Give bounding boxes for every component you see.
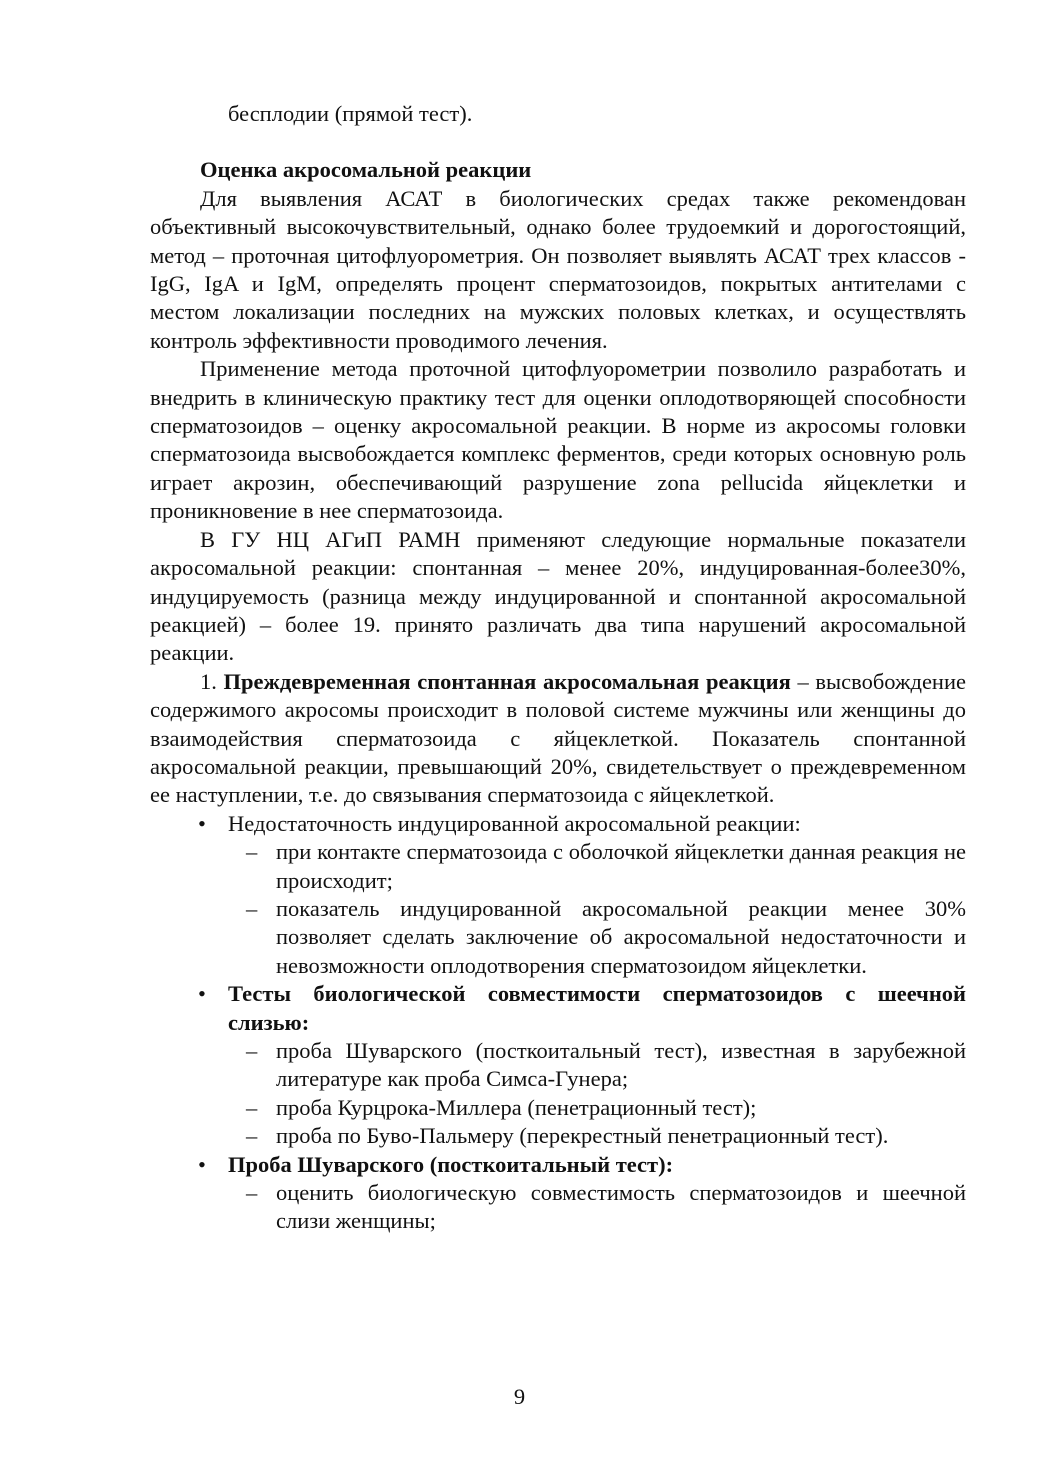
paragraph-premature-reaction — [150, 668, 966, 810]
section-heading: Оценка акросомальной реакции — [200, 157, 532, 183]
page-number: 9 — [513, 1384, 526, 1409]
dash-glyph: – — [246, 1094, 258, 1120]
dash-item-text: показатель индуцированной акросомальной реакции менее 30% позволяет сделать заключение об акросомальной недостаточности и невозможности оплодотворения сперматозоидом яйцеклетки. — [276, 895, 966, 978]
dash-item-text: проба Шуварского (посткоитальный тест), известная в зарубежной литературе как проба Симса-Гунера; — [276, 1038, 966, 1092]
bullet-list — [150, 810, 966, 1236]
dash-item — [228, 838, 966, 895]
dash-list — [228, 838, 966, 980]
dash-glyph: – — [246, 1180, 258, 1206]
dash-item — [228, 1094, 966, 1122]
bullet-glyph: • — [198, 981, 206, 1007]
dash-item-text: проба Курцрока-Миллера (пенетрационный тест); — [276, 1094, 757, 1120]
paragraph-norms: В ГУ НЦ АГиП РАМН применяют следующие нормальные показатели акросомальной реакции: спонтанная – менее 20%, индуцированная-более30%, индуцируемость (разница между индуцированной и спонтанной акросомальной реакцией) – более 19. принято различать два типа нарушений акросомальной реакции. — [150, 526, 966, 666]
continuation-text: бесплодии (прямой тест). — [228, 101, 473, 126]
dash-item-text: проба по Буво-Пальмеру (перекрестный пенетрационный тест). — [276, 1123, 889, 1149]
dash-list — [228, 1179, 966, 1236]
bullet-item — [150, 1151, 966, 1236]
list-number: 1. — [200, 668, 217, 694]
dash-item — [228, 895, 966, 980]
bullet-title: Проба Шуварского (посткоитальный тест): — [228, 1151, 674, 1177]
page-content — [150, 100, 966, 1236]
dash-list — [228, 1037, 966, 1151]
bullet-item — [150, 980, 966, 1150]
dash-item-text: при контакте сперматозоида с оболочкой яйцеклетки данная реакция не происходит; — [276, 839, 966, 893]
dash-item — [228, 1037, 966, 1094]
dash-item — [228, 1122, 966, 1150]
dash-glyph: – — [246, 1123, 258, 1149]
bullet-glyph: • — [198, 810, 206, 836]
paragraph-application: Применение метода проточной цитофлуорометрии позволило разработать и внедрить в клиническую практику тест для оценки оплодотворяющей способности сперматозоидов – оценку акросомальной реакции. В норме из акросомы головки сперматозоида высвобождается комплекс ферментов, среди которых основную роль играет акрозин, обеспечивающий разрушение zona pellucida яйцеклетки и проникновение в нее сперматозоида. — [150, 356, 966, 524]
premature-reaction-description: – высвобождение содержимого акросомы происходит в половой системе мужчины или женщины до взаимодействия сперматозоида с яйцеклеткой. Показатель спонтанной акросомальной реакции, превышающий 20%, свидетельствует о преждевременном ее наступлении, т.е. до связывания сперматозоида с яйцеклеткой. — [150, 668, 967, 808]
dash-item-text: оценить биологическую совместимость сперматозоидов и шеечной слизи женщины; — [276, 1180, 966, 1234]
dash-glyph: – — [246, 1038, 258, 1063]
bullet-title: Недостаточность индуцированной акросомальной реакции: — [228, 810, 801, 836]
dash-glyph: – — [246, 895, 258, 921]
premature-reaction-term: Преждевременная спонтанная акросомальная реакция — [223, 668, 791, 694]
bullet-item — [150, 810, 966, 980]
dash-item — [228, 1179, 966, 1236]
paragraph-cytometry: Для выявления АСАТ в биологических средах также рекомендован объективный высокочувствительный, однако более трудоемкий и дорогостоящий, метод – проточная цитофлуорометрия. Он позволяет выявлять АСАТ трех классов - IgG, IgA и IgM, определять процент сперматозоидов, покрытых антителами с местом локализации последних на мужских половых клетках, и осуществлять контроль эффективности проводимого лечения. — [150, 185, 966, 353]
dash-glyph: – — [246, 839, 258, 865]
bullet-glyph: • — [198, 1151, 206, 1177]
bullet-title: Тесты биологической совместимости сперматозоидов с шеечной слизью: — [228, 981, 966, 1035]
